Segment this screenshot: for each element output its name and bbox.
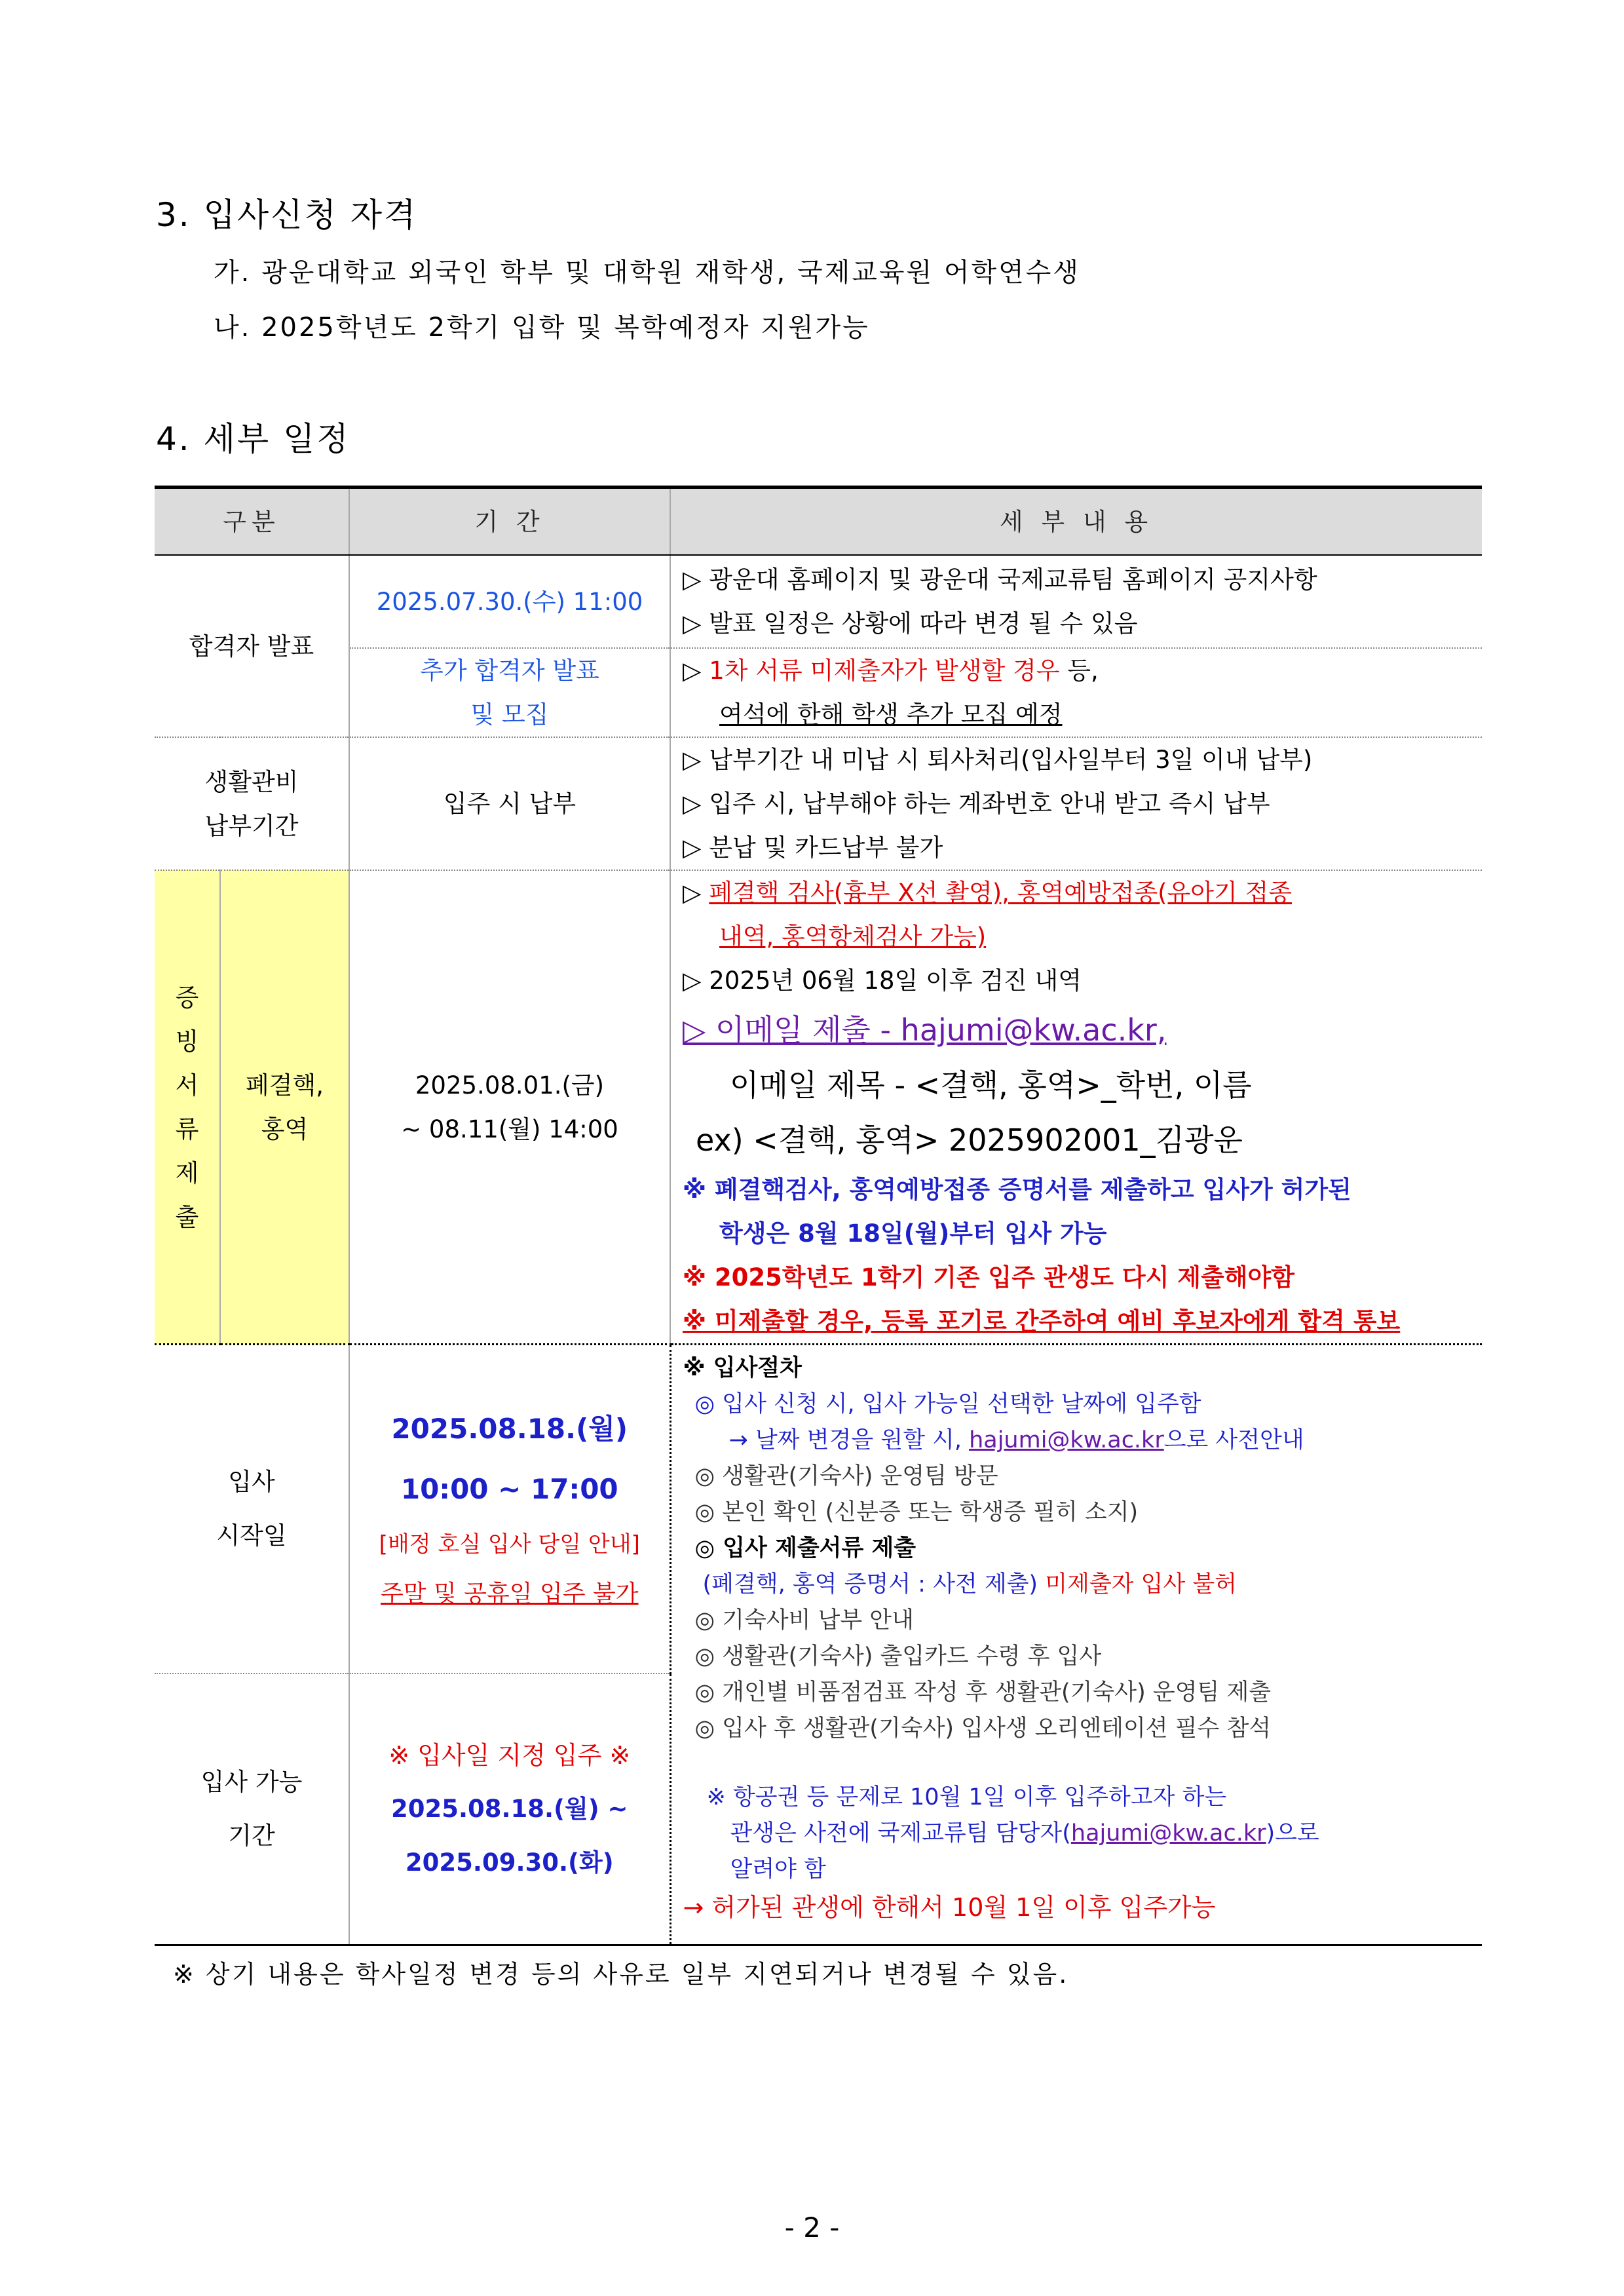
email-link[interactable]: hajumi@kw.ac.kr	[1070, 1820, 1266, 1846]
detail-line: ▷ 입주 시, 납부해야 하는 계좌번호 안내 받고 즉시 납부	[683, 790, 1270, 818]
vertical-char: 출	[175, 1202, 199, 1231]
vertical-char: 제	[175, 1158, 199, 1187]
notice-line: ※ 폐결핵검사, 홍역예방접종 증명서를 제출하고 입사가 허가된	[683, 1176, 1351, 1204]
docs-period	[349, 870, 670, 1345]
header-period: 기 간	[349, 488, 670, 556]
detail-line: ▷ 2025년 06월 18일 이후 검진 내역	[683, 966, 1082, 995]
detail-line: ▷ 광운대 홈페이지 및 광운대 국제교류팀 홈페이지 공지사항	[683, 565, 1317, 594]
procedure-text: 관생은 사전에 국제교류팀 담당자(	[730, 1820, 1071, 1846]
header-category: 구분	[155, 488, 349, 556]
procedure-text: 으로 사전안내	[1163, 1427, 1304, 1453]
room-notice: [배정 호실 입사 당일 안내]	[379, 1531, 640, 1558]
section-3-item-a: 가. 광운대학교 외국인 학부 및 대학원 재학생, 국제교육원 어학연수생	[214, 258, 1081, 288]
red-text: 1차 서류 미제출자가 발생할 경우	[709, 657, 1060, 685]
procedure-line: ◎ 기숙사비 납부 안내	[694, 1607, 914, 1634]
email-subject-line: 이메일 제목 - <결핵, 홍역>_학번, 이름	[730, 1067, 1252, 1103]
start-date: 2025.08.18.(월)	[391, 1413, 628, 1445]
procedure-line: ◎ 입사 제출서류 제출	[694, 1535, 916, 1561]
page-number: - 2 -	[784, 2211, 840, 2244]
procedure-line: ◎ 개인별 비품점검표 작성 후 생활관(기숙사) 운영팀 제출	[694, 1679, 1272, 1706]
docs-vertical-label	[155, 870, 220, 1345]
avail-period	[349, 1674, 670, 1945]
category-line: 생활관비	[204, 767, 299, 796]
procedure-text: → 날짜 변경을 원할 시,	[728, 1427, 970, 1453]
table-row	[155, 1345, 1482, 1674]
announce-category: 합격자 발표	[155, 555, 349, 737]
table-row	[155, 555, 1482, 648]
underlined-text: 여석에 한해 학생 추가 모집 예정	[719, 700, 1063, 729]
detail-text: 등,	[1059, 657, 1099, 685]
procedure-text: (폐결핵, 홍역 증명서 : 사전 제출)	[702, 1571, 1038, 1598]
table-row	[155, 870, 1482, 1345]
schedule-table	[155, 486, 1482, 1946]
weekend-notice: 주말 및 공휴일 입주 불가	[380, 1580, 639, 1607]
vertical-char: 증	[175, 983, 199, 1012]
footnote: ※ 상기 내용은 학사일정 변경 등의 사유로 일부 지연되거나 변경될 수 있음.	[173, 1960, 1069, 1989]
fee-details	[670, 737, 1482, 870]
category-line: 폐결핵,	[246, 1071, 324, 1100]
period-line: ~ 08.11(월) 14:00	[401, 1115, 618, 1143]
red-text: 폐결핵 검사(흉부 X선 촬영), 홍역예방접종(유아기 접종	[709, 879, 1293, 907]
avail-end: 2025.09.30.(화)	[405, 1848, 614, 1877]
procedure-line: ◎ 생활관(기숙사) 운영팀 방문	[694, 1463, 998, 1489]
avail-category	[155, 1674, 349, 1945]
additional-announce-details	[670, 648, 1482, 737]
category-line: 홍역	[261, 1115, 309, 1143]
category-line: 입사 가능	[200, 1768, 303, 1796]
table-row	[155, 648, 1482, 737]
vertical-char: 류	[175, 1115, 199, 1143]
section-4-title: 4. 세부 일정	[156, 420, 350, 458]
category-line: 시작일	[216, 1521, 287, 1550]
table-row	[155, 737, 1482, 870]
procedure-heading: ※ 입사절차	[683, 1355, 802, 1381]
avail-start: 2025.08.18.(월) ~	[390, 1795, 628, 1823]
procedure-line: ◎ 생활관(기숙사) 출입카드 수령 후 입사	[694, 1643, 1102, 1670]
category-line: 입사	[228, 1468, 275, 1496]
start-time: 10:00 ~ 17:00	[400, 1473, 618, 1505]
procedure-line: ◎ 입사 신청 시, 입사 가능일 선택한 날짜에 입주함	[694, 1391, 1201, 1417]
section-3-item-b: 나. 2025학년도 2학기 입학 및 복학예정자 지원가능	[214, 313, 870, 343]
category-line: 기간	[228, 1822, 275, 1850]
bullet: ▷	[683, 879, 709, 907]
procedure-line: → 허가된 관생에 한해서 10월 1일 이후 입주가능	[683, 1893, 1216, 1922]
detail-line: ▷ 납부기간 내 미납 시 퇴사처리(입사일부터 3일 이내 납부)	[683, 746, 1313, 774]
table-header-row	[155, 488, 1482, 556]
detail-line: ▷ 발표 일정은 상황에 따라 변경 될 수 있음	[683, 609, 1138, 638]
notice-line: ※ 미제출할 경우, 등록 포기로 간주하여 예비 후보자에게 합격 통보	[683, 1307, 1401, 1335]
detail-line: ▷ 분납 및 카드납부 불가	[683, 833, 943, 862]
bullet: ▷	[683, 657, 709, 685]
email-submit-line: ▷ 이메일 제출 - hajumi@kw.ac.kr,	[683, 1012, 1167, 1048]
fee-category	[155, 737, 349, 870]
fee-period: 입주 시 납부	[349, 737, 670, 870]
avail-notice: ※ 입사일 지정 입주 ※	[388, 1741, 631, 1770]
notice-line: ※ 2025학년도 1학기 기존 입주 관생도 다시 제출해야함	[683, 1263, 1294, 1292]
procedure-line: ◎ 입사 후 생활관(기숙사) 입사생 오리엔테이션 필수 참석	[694, 1715, 1272, 1742]
procedure-line: ※ 항공권 등 문제로 10월 1일 이후 입주하고자 하는	[706, 1784, 1227, 1810]
start-period	[349, 1345, 670, 1674]
period-line: 추가 합격자 발표	[420, 657, 599, 685]
notice-line: 학생은 8월 18일(월)부터 입사 가능	[719, 1219, 1107, 1248]
header-details: 세 부 내 용	[670, 488, 1482, 556]
section-3-title: 3. 입사신청 자격	[156, 196, 418, 234]
period-line: 및 모집	[470, 700, 549, 729]
announce-details	[670, 555, 1482, 648]
announce-period: 2025.07.30.(수) 11:00	[349, 555, 670, 648]
category-line: 납부기간	[204, 811, 299, 840]
procedure-line: ◎ 본인 확인 (신분증 또는 학생증 필히 소지)	[694, 1499, 1139, 1525]
docs-sub-category	[220, 870, 349, 1345]
additional-announce-period	[349, 648, 670, 737]
docs-details	[670, 870, 1482, 1345]
start-category	[155, 1345, 349, 1674]
procedure-details	[670, 1345, 1482, 1945]
procedure-text: 미제출자 입사 불허	[1038, 1571, 1237, 1598]
vertical-char: 서	[175, 1071, 199, 1100]
email-link[interactable]: hajumi@kw.ac.kr	[969, 1427, 1164, 1453]
procedure-line: 알려야 함	[730, 1856, 826, 1883]
red-text: 내역, 홍역항체검사 가능)	[719, 923, 987, 951]
period-line: 2025.08.01.(금)	[415, 1071, 605, 1100]
email-example-line: ex) <결핵, 홍역> 2025902001_김광운	[696, 1122, 1243, 1158]
procedure-text: )으로	[1266, 1820, 1319, 1846]
vertical-char: 빙	[175, 1027, 199, 1056]
